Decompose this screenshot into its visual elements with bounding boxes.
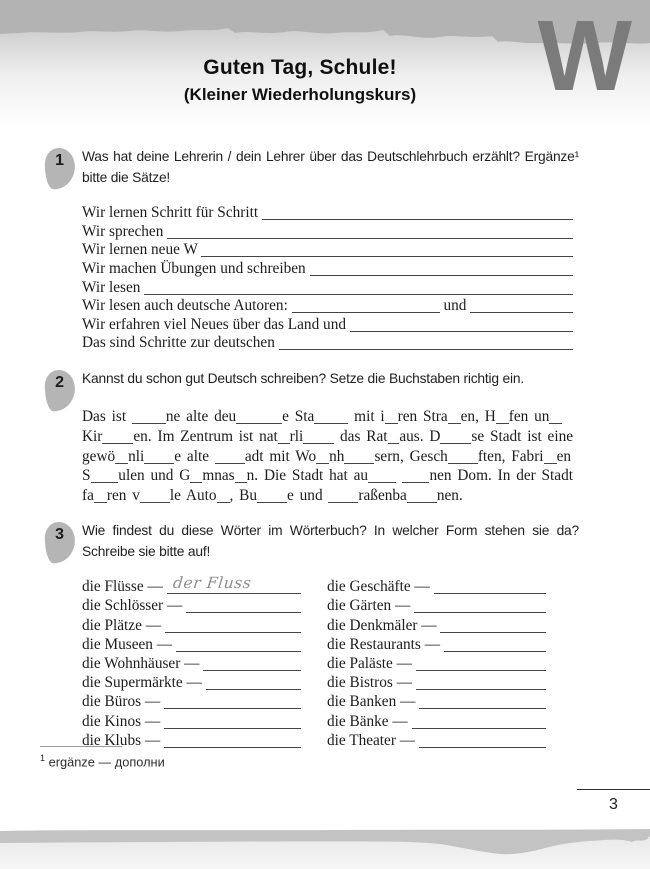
word-list-right-column: [327, 576, 546, 749]
word-pair-row: [327, 710, 546, 729]
fill-in-line: [82, 445, 573, 465]
blank-line[interactable]: [235, 468, 247, 484]
blank-line[interactable]: [310, 261, 574, 277]
word-pair-row: [82, 576, 301, 595]
word-label: die Bänke —: [327, 712, 412, 730]
word-pair-row: [82, 614, 301, 633]
fill-in-line: [82, 202, 573, 221]
exercise-number: 2: [55, 374, 65, 392]
text-segment: mnas: [202, 467, 235, 485]
blank-line[interactable]: [344, 448, 374, 464]
chapter-letter: W: [537, 0, 632, 112]
text-segment: Wir sprechen: [82, 222, 168, 240]
word-pair-row: [82, 672, 301, 691]
word-label: die Schlösser —: [82, 597, 187, 615]
word-pair-row: [82, 710, 301, 729]
text-segment: nh: [329, 447, 345, 465]
text-segment: en, H: [460, 407, 496, 425]
text-segment: adt mit Wo: [244, 447, 317, 465]
word-pair-row: [82, 691, 301, 710]
text-segment: sern, Gesch: [374, 447, 448, 465]
footnote-definition: ergänze — дополни: [48, 754, 165, 770]
word-label: die Paläste —: [327, 655, 416, 673]
text-segment: Wir lernen neue W: [82, 241, 202, 259]
blank-line[interactable]: [102, 428, 133, 444]
blank-line[interactable]: [434, 579, 546, 595]
blank-line[interactable]: [279, 335, 573, 351]
blank-line[interactable]: [190, 468, 202, 484]
handwritten-answer: der Fluss: [171, 574, 252, 593]
blank-line[interactable]: [201, 242, 573, 258]
word-label: die Denkmäler —: [327, 616, 441, 634]
text-segment: Wir machen Übungen und schreiben: [82, 260, 310, 278]
exercise-number-badge: [44, 369, 76, 412]
exercise-3-instruction: Wie findest du diese Wörter im Wörterbuch? In welcher Form stehen sie da? Schreibe sie bitte auf!: [82, 523, 579, 560]
blank-line[interactable]: [388, 428, 400, 444]
text-segment: und: [439, 297, 471, 315]
blank-line[interactable]: [440, 617, 546, 633]
blank-line[interactable]: [167, 574, 301, 595]
blank-line[interactable]: [164, 694, 301, 710]
blank-line[interactable]: [132, 408, 166, 424]
word-pair-row: [327, 653, 546, 672]
word-label: die Bistros —: [327, 674, 416, 692]
exercise-3: [45, 520, 579, 749]
exercise-number: 3: [55, 526, 65, 544]
blank-line[interactable]: [217, 488, 230, 504]
blank-line[interactable]: [303, 428, 334, 444]
exercise-number-badge: [44, 147, 76, 190]
blank-line[interactable]: [419, 694, 546, 710]
word-list-grid: [82, 576, 573, 749]
text-segment: e Sta: [282, 407, 315, 425]
word-pair-row: [327, 595, 546, 614]
word-pair-row: [82, 633, 301, 652]
blank-line[interactable]: [402, 468, 430, 484]
blank-line[interactable]: [368, 468, 396, 484]
word-label: die Büros —: [82, 693, 165, 711]
fill-in-line: [82, 258, 573, 277]
blank-line[interactable]: [292, 298, 440, 314]
page-title: Guten Tag, Schule!: [203, 56, 397, 79]
text-segment: Wir lernen Schritt für Schritt: [82, 204, 262, 222]
text-segment: Das ist: [82, 407, 132, 425]
word-pair-row: [327, 691, 546, 710]
word-label: die Supermärkte —: [82, 674, 206, 692]
word-label: die Plätze —: [82, 616, 165, 634]
fill-in-line: [82, 295, 573, 314]
word-label: die Banken —: [327, 693, 420, 711]
text-segment: gewö: [82, 447, 116, 465]
exercise-number-badge: [44, 521, 76, 564]
word-pair-row: [327, 614, 546, 633]
word-label: die Gärten —: [327, 597, 415, 615]
exercise-2: [45, 368, 573, 504]
blank-line[interactable]: [444, 636, 546, 652]
text-segment: Wir lesen: [82, 278, 145, 296]
blank-line[interactable]: [414, 598, 546, 614]
word-pair-row: [327, 576, 546, 595]
exercise-2-instruction: Kannst du schon gut Deutsch schreiben? Setze die Buchstaben richtig ein.: [82, 371, 524, 386]
blank-line[interactable]: [94, 488, 107, 504]
blank-line[interactable]: [416, 656, 546, 672]
blank-line[interactable]: [419, 732, 546, 748]
word-label: die Kinos —: [82, 712, 165, 730]
text-segment: ulen und G: [118, 467, 191, 485]
text-segment: e und: [287, 487, 329, 505]
fill-in-line: [82, 239, 573, 258]
word-pair-row: [327, 729, 546, 748]
blank-line[interactable]: [496, 408, 509, 424]
word-label: die Klubs —: [82, 731, 165, 749]
blank-line[interactable]: [350, 316, 573, 332]
fill-in-line: [82, 485, 573, 505]
text-segment: fen un: [508, 407, 550, 425]
blank-line[interactable]: [412, 713, 546, 729]
page-header: [95, 56, 505, 105]
blank-line[interactable]: [416, 675, 546, 691]
blank-line[interactable]: [206, 675, 301, 691]
word-label: die Museen —: [82, 635, 176, 653]
gap-fill-paragraph: [82, 405, 573, 504]
word-label: die Flüsse —: [82, 578, 167, 596]
page-number: 3: [609, 796, 618, 813]
exercise-1: [45, 146, 579, 352]
blank-line[interactable]: [165, 617, 301, 633]
fill-in-line: [82, 313, 573, 332]
footnote-divider: [40, 746, 122, 747]
blank-line[interactable]: [144, 279, 573, 295]
text-segment: Das sind Schritte zur deutschen: [82, 334, 279, 352]
fill-in-lines: [82, 202, 573, 351]
blank-line[interactable]: [186, 598, 301, 614]
text-segment: ften, Fabri: [477, 447, 544, 465]
page-subtitle: (Kleiner Wiederholungskurs): [183, 85, 417, 104]
footnote-marker: 1: [40, 753, 46, 763]
word-pair-row: [82, 595, 301, 614]
page-number-block: [577, 789, 650, 814]
text-segment: raßenba: [358, 487, 407, 505]
blank-line[interactable]: [262, 205, 573, 221]
blank-line[interactable]: [328, 488, 358, 504]
text-segment: n. Die Stadt hat au: [246, 467, 369, 485]
blank-line[interactable]: [91, 468, 119, 484]
blank-line[interactable]: [448, 408, 461, 424]
torn-paper-edge-bottom: [0, 822, 650, 869]
text-segment: Kir: [82, 427, 103, 445]
text-segment: le Auto: [169, 487, 217, 505]
fill-in-line: [82, 465, 573, 485]
word-label: die Geschäfte —: [327, 578, 434, 596]
text-segment: rli: [289, 427, 304, 445]
text-segment: e alte: [174, 447, 215, 465]
word-list-left-column: [82, 576, 301, 749]
blank-line[interactable]: [236, 408, 282, 424]
blank-line[interactable]: [144, 448, 174, 464]
text-segment: nli: [128, 447, 145, 465]
fill-in-line: [82, 220, 573, 239]
blank-line[interactable]: [115, 448, 128, 464]
blank-line[interactable]: [215, 448, 245, 464]
blank-line[interactable]: [407, 488, 437, 504]
text-segment: ren v: [106, 487, 140, 505]
blank-line[interactable]: [203, 656, 301, 672]
text-segment: S: [82, 467, 91, 485]
text-segment: aus. D: [399, 427, 441, 445]
blank-line[interactable]: [257, 488, 287, 504]
text-segment: se Stadt ist eine: [471, 427, 574, 445]
blank-line[interactable]: [470, 298, 573, 314]
word-label: die Wohnhäuser —: [82, 655, 204, 673]
word-pair-row: [82, 653, 301, 672]
text-segment: das Rat: [334, 427, 388, 445]
fill-in-line: [82, 405, 573, 425]
text-segment: en: [556, 447, 572, 465]
exercise-number: 1: [55, 152, 65, 170]
text-segment: , Bu: [229, 487, 258, 505]
text-segment: nen Dom. In der Stadt: [429, 467, 573, 485]
blank-line[interactable]: [176, 636, 301, 652]
word-label: die Theater —: [327, 731, 419, 749]
exercise-1-instruction: Was hat deine Lehrerin / dein Lehrer über das Deutschlehrbuch erzählt? Ergänze¹ bitte die Sätze!: [82, 149, 579, 186]
blank-line[interactable]: [164, 732, 301, 748]
text-segment: Wir erfahren viel Neues über das Land und: [82, 315, 350, 333]
footnote-text: [40, 753, 165, 769]
fill-in-line: [82, 425, 573, 445]
blank-line[interactable]: [167, 223, 573, 239]
text-segment: en. Im Zentrum ist nat: [133, 427, 278, 445]
blank-line[interactable]: [278, 428, 290, 444]
text-segment: mit i: [348, 407, 385, 425]
blank-line[interactable]: [544, 448, 557, 464]
blank-line[interactable]: [448, 448, 478, 464]
text-segment: ne alte deu: [165, 407, 237, 425]
text-segment: ren Stra: [397, 407, 448, 425]
blank-line[interactable]: [140, 488, 170, 504]
word-pair-row: [327, 672, 546, 691]
fill-in-line: [82, 276, 573, 295]
word-pair-row: [327, 633, 546, 652]
blank-line[interactable]: [385, 408, 398, 424]
footnote: [40, 746, 165, 769]
text-segment: Wir lesen auch deutsche Autoren:: [82, 297, 292, 315]
blank-line[interactable]: [316, 448, 329, 464]
blank-line[interactable]: [440, 428, 471, 444]
fill-in-line: [82, 332, 573, 351]
blank-line[interactable]: [549, 408, 562, 424]
text-segment: fa: [82, 487, 94, 505]
text-segment: nen.: [436, 487, 463, 505]
blank-line[interactable]: [164, 713, 301, 729]
blank-line[interactable]: [314, 408, 348, 424]
word-label: die Restaurants —: [327, 635, 444, 653]
